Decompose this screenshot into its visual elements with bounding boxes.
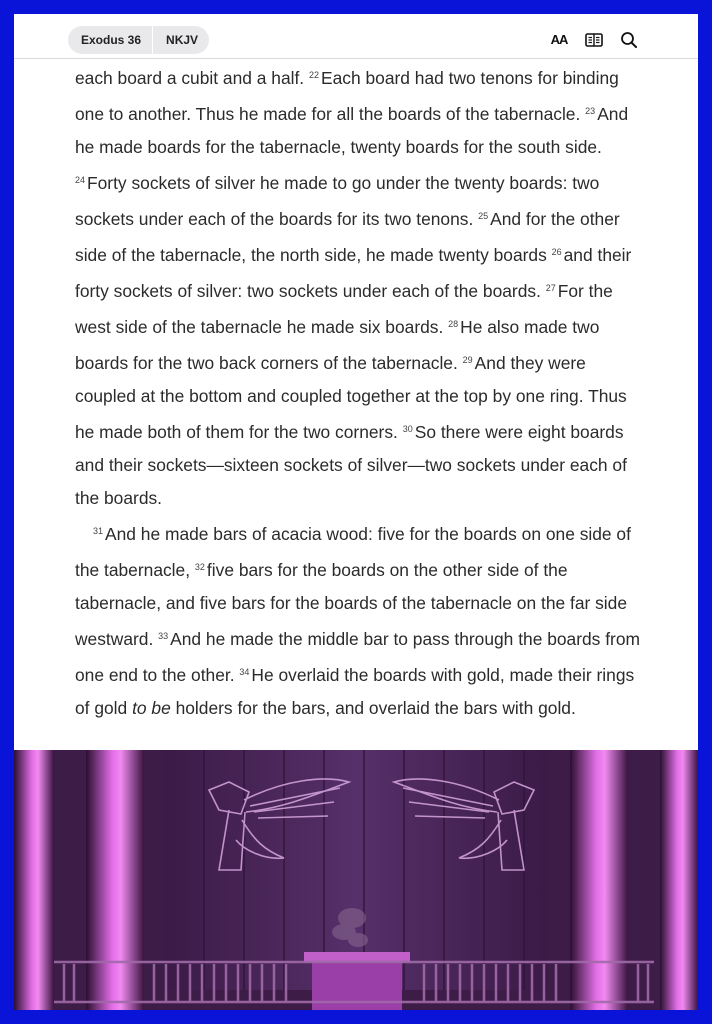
verse-24[interactable]: Forty sockets of silver he made to go under the twenty boards: two sockets under each of the boards for its two tenons. xyxy=(75,173,600,229)
verse-number[interactable]: 34 xyxy=(239,667,250,677)
book-chapter-button[interactable]: Exodus 36 xyxy=(81,33,142,47)
verse-27[interactable]: For the west side of the tabernacle he made six boards. xyxy=(75,281,613,337)
verse-number[interactable]: 26 xyxy=(551,247,562,257)
verse-number[interactable]: 28 xyxy=(448,319,459,329)
verse-21-end: each board a cubit and a half. xyxy=(75,68,305,88)
search-icon[interactable] xyxy=(620,31,638,49)
verse-25[interactable]: And for the other side of the tabernacle, the north side, he made twenty boards xyxy=(75,209,620,265)
verse-number[interactable]: 29 xyxy=(462,355,473,365)
version-button[interactable]: NKJV xyxy=(166,33,199,47)
verse-number[interactable]: 31 xyxy=(93,526,104,536)
verse-26[interactable]: and their forty sockets of silver: two sockets under each of the boards. xyxy=(75,245,632,301)
paragraph xyxy=(75,59,643,515)
verse-28[interactable]: He also made two boards for the two back corners of the tabernacle. xyxy=(75,317,600,373)
verse-33[interactable]: And he made the middle bar to pass through the boards from one end to the other. xyxy=(75,629,640,685)
illustration-svg xyxy=(14,750,698,1010)
tabernacle-illustration xyxy=(14,750,698,1010)
verse-number[interactable]: 23 xyxy=(585,106,596,116)
paragraph xyxy=(75,515,643,725)
verse-number[interactable]: 30 xyxy=(402,424,413,434)
reader-toolbar xyxy=(14,14,698,59)
verse-31[interactable]: And he made bars of acacia wood: five for the boards on one side of the tabernacle, xyxy=(75,524,631,580)
verse-34[interactable]: He overlaid the boards with gold, made their rings of gold xyxy=(75,665,635,718)
verse-number[interactable]: 25 xyxy=(478,211,489,221)
reading-view-icon[interactable] xyxy=(585,31,603,49)
verse-29[interactable]: And they were coupled at the bottom and coupled together at the top by one ring. Thus he made both of them for the two corners. xyxy=(75,353,627,442)
passage-selector[interactable] xyxy=(68,26,209,54)
scripture-text xyxy=(75,59,643,725)
verse-23[interactable]: And he made boards for the tabernacle, twenty boards for the south side. xyxy=(75,104,629,157)
verse-number[interactable]: 24 xyxy=(75,175,86,185)
verse-34-end[interactable]: holders for the bars, and overlaid the bars with gold. xyxy=(175,698,576,718)
toolbar-tools xyxy=(550,31,638,49)
verse-34-italic[interactable]: to be xyxy=(132,698,171,718)
altar-top xyxy=(304,952,410,962)
verse-32[interactable]: five bars for the boards on the other side of the tabernacle, and five bars for the boards of the tabernacle on the far side westward. xyxy=(75,560,628,649)
verse-number[interactable]: 22 xyxy=(309,70,320,80)
verse-number[interactable]: 33 xyxy=(158,631,169,641)
verse-22[interactable]: Each board had two tenons for binding one to another. Thus he made for all the boards of the tabernacle. xyxy=(75,68,619,124)
verse-number[interactable]: 32 xyxy=(194,562,205,572)
text-size-icon[interactable]: AA xyxy=(550,32,568,47)
verse-30[interactable]: So there were eight boards and their sockets—sixteen sockets of silver—two sockets under each of the boards. xyxy=(75,422,627,508)
verse-number[interactable]: 27 xyxy=(545,283,556,293)
reader-page xyxy=(14,14,698,750)
